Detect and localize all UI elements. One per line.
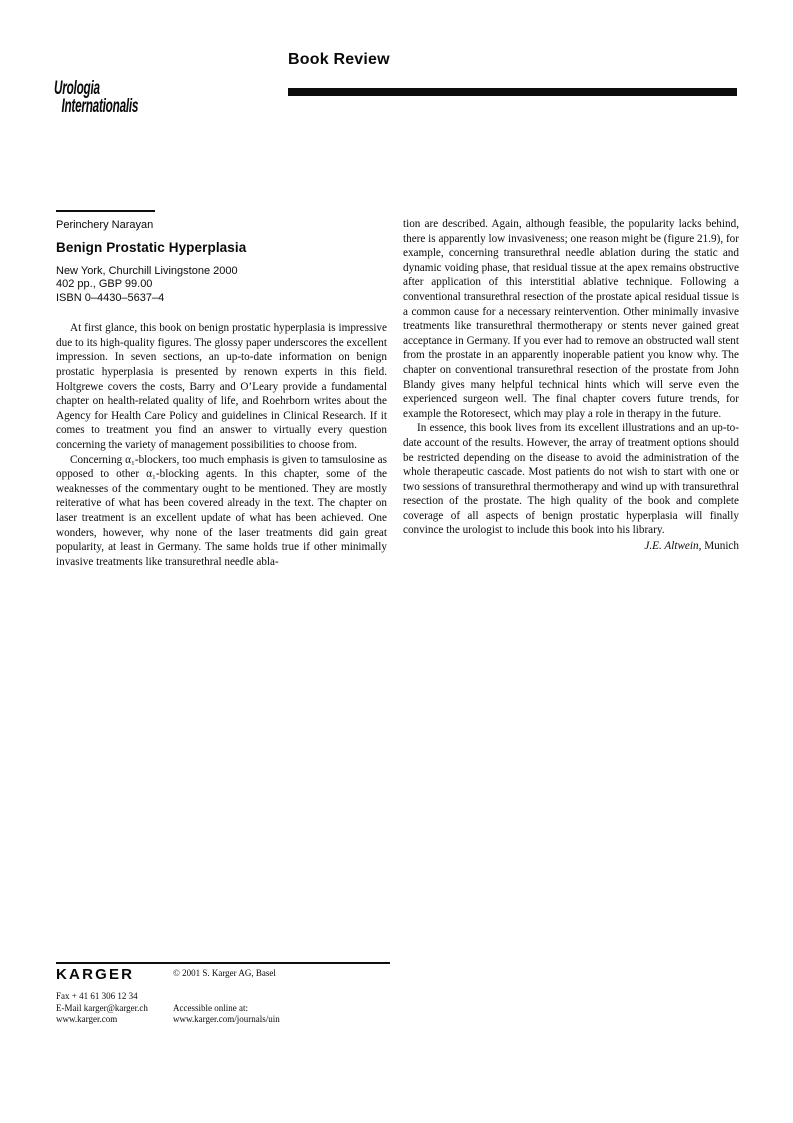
review-paragraph: Concerning α₁-blockers, too much emphasis is given to tamsulosine as opposed to other α₁-blocking agents. In this chapter, some of the weaknesses of the commentary ought to be mentioned. They are mostly reiterative of what has been covered already in the text. The chapter on laser treatment is an excellent update of what has been achieved. One wonders, however, why none of the laser treatments did gain great popularity, at least in Germany. The same holds true if other minimally invasive treatments like transurethral needle abla- [56, 453, 387, 568]
reviewer-signature [403, 539, 739, 554]
section-title: Book Review [288, 51, 390, 68]
book-author: Perinchery Narayan [56, 219, 154, 231]
publisher-contact-block [56, 991, 148, 1026]
online-access-block [173, 1003, 280, 1026]
journal-logo-line1: Urologia [54, 78, 100, 99]
author-rule [56, 210, 155, 212]
review-paragraph: tion are described. Again, although feasible, the popularity lacks behind, there is apparently low invasiveness; one reason might be (figure 21.9), for example, concerning transurethral needle ablation during the static and dynamic voiding phase, that residual tissue at the apex remains obstructive after application of this interstitial ablative technique. Following a conventional transurethral resection of the prostate apical residual tissue is a common cause for a necessary reintervention. Other minimally invasive treatments like transurethral thermotherapy or stents never gained great acceptance in Germany. If you ever had to remove an obstructed wall stent from the prostate in an apparently inoperable patient you know why. The chapter on conventional transurethral resection of the prostate from John Blandy gives many helpful technical hints which will serve even the experienced surgeon well. The final chapter covers future trends, for example the Rotoresect, which may play a role in therapy in the future. [403, 218, 739, 420]
journal-logo-line2: Internationalis [61, 96, 139, 117]
reviewer-location: Munich [701, 540, 739, 553]
reviewer-name: J.E. Altwein, [644, 540, 702, 553]
footer-rule [56, 962, 390, 964]
book-isbn: ISBN 0–4430–5637–4 [56, 291, 165, 304]
book-title: Benign Prostatic Hyperplasia [56, 240, 247, 255]
left-column [56, 210, 387, 569]
review-paragraph: At first glance, this book on benign prostatic hyperplasia is impressive due to its high-quality figures. The glossy paper underscores the excellent impression. In seven sections, an up-to-date information on benign prostatic hyperplasia is presented by renown experts in this field. Holtgrewe covers the costs, Barry and O’Leary provide a fundamental chapter on health-related quality of life, and Roehrborn writes about the Agency for Health Care Policy and guidelines in Clinical Research. If it comes to treatment you find an answer to virtually every question concerning the variety of management possibilities to choose from. [56, 322, 387, 451]
right-column [403, 217, 739, 554]
journal-logo [54, 80, 138, 116]
header-rule-bar [288, 88, 737, 96]
publisher-email: E-Mail karger@karger.ch [56, 1002, 148, 1013]
book-details: 402 pp., GBP 99.00 [56, 278, 153, 291]
copyright-notice: © 2001 S. Karger AG, Basel [173, 968, 276, 978]
book-publisher: New York, Churchill Livingstone 2000 [56, 265, 238, 277]
online-access-url: www.karger.com/journals/uin [173, 1014, 280, 1025]
online-access-label: Accessible online at: [173, 1002, 248, 1013]
book-publication-info [56, 265, 387, 305]
review-paragraph: In essence, this book lives from its excellent illustrations and an up-to-date account of the results. However, the array of treatment options should be restricted depending on the disease to avoid the administration of the whole therapeutic cascade. Most patients do not wish to start with one or two sessions of transurethral thermotherapy and wind up with transurethral resection of the prostate. The high quality of the book and complete coverage of all aspects of benign prostatic hyperplasia will finally convince the urologist to include this book into his library. [403, 422, 739, 537]
publisher-fax: Fax + 41 61 306 12 34 [56, 991, 138, 1001]
publisher-website: www.karger.com [56, 1014, 118, 1025]
karger-logo: KARGER [56, 966, 135, 983]
